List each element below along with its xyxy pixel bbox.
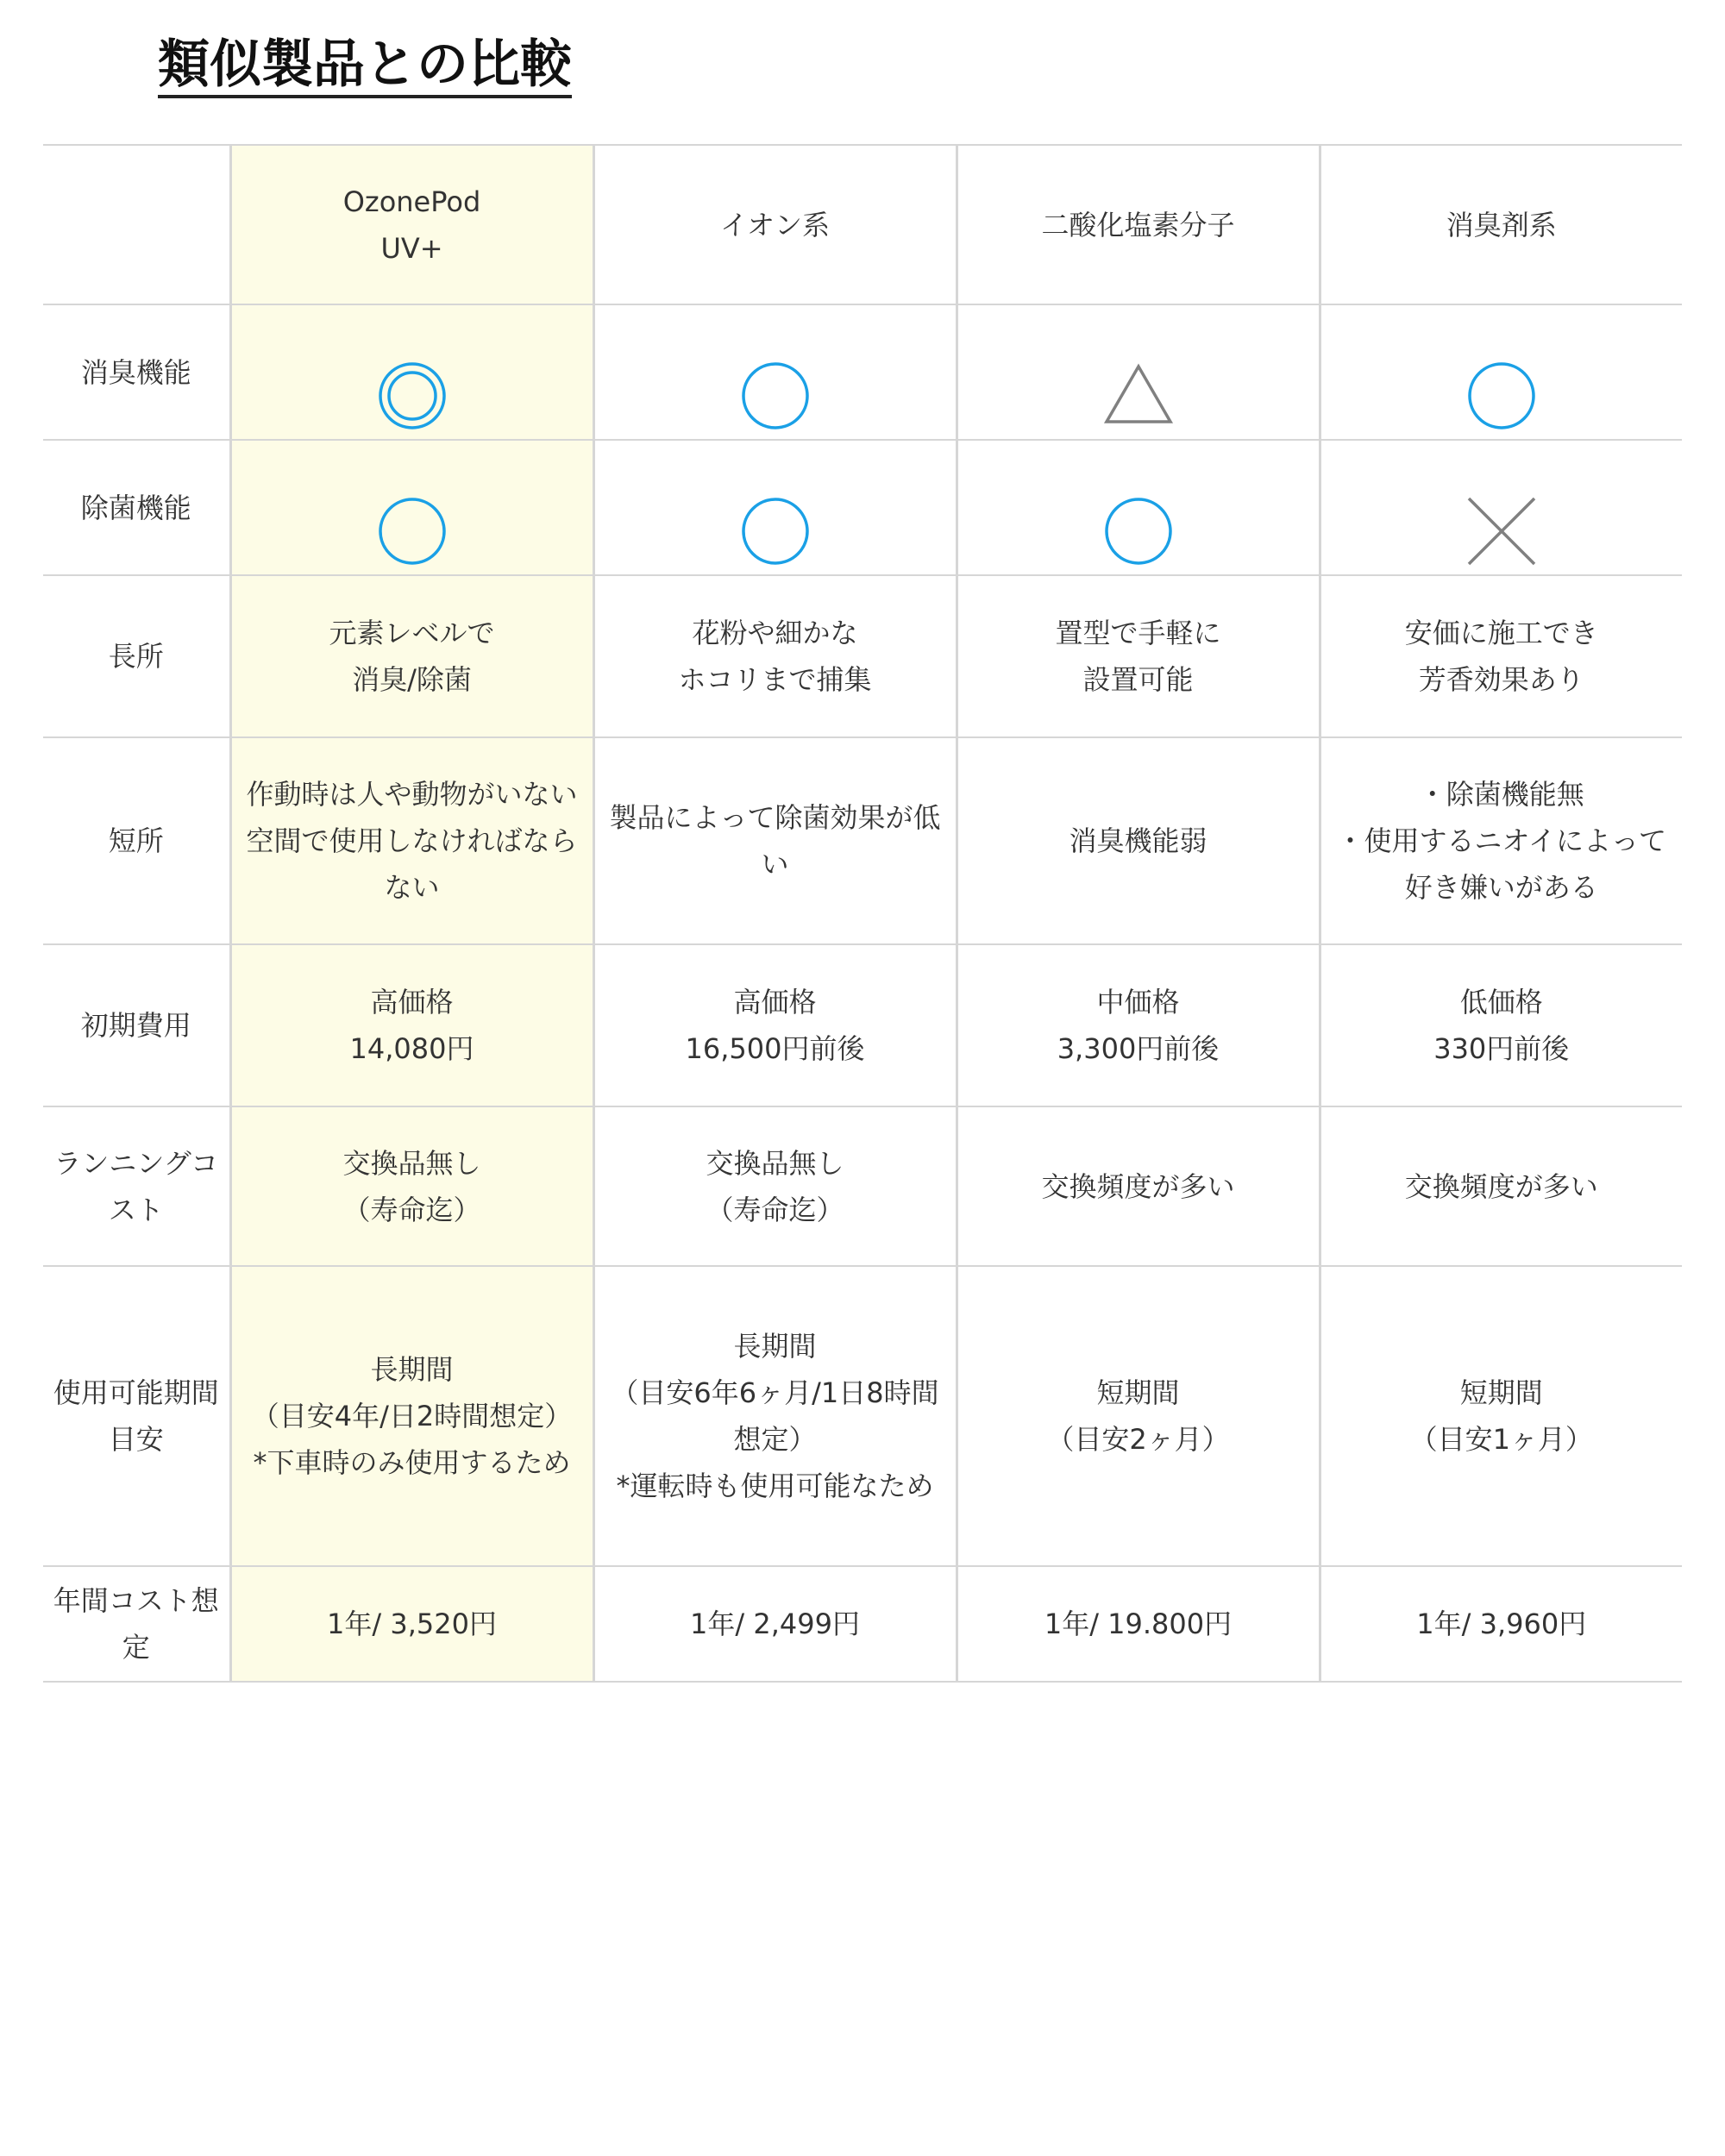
- cell-annual-cost-chlorine-dioxide: 1年/ 19.800円: [957, 1566, 1320, 1682]
- triangle-icon: [1102, 360, 1175, 432]
- circle-icon: [739, 360, 812, 432]
- row-label-usable-period: 使用可能期間目安: [43, 1266, 230, 1566]
- cell-initial-cost-deodorant: 低価格 330円前後: [1320, 944, 1682, 1106]
- table-row-initial-cost: [43, 944, 1682, 1106]
- cell-annual-cost-ion: 1年/ 2,499円: [593, 1566, 957, 1682]
- cell-initial-cost-ozonepod: 高価格 14,080円: [230, 944, 593, 1106]
- cell-merits-deodorant: 安価に施工でき 芳香効果あり: [1320, 575, 1682, 737]
- circle-icon: [1102, 495, 1175, 567]
- circle-icon: [376, 495, 448, 567]
- cell-deodorizing-chlorine-dioxide: [957, 304, 1320, 440]
- row-label-demerits: 短所: [43, 737, 230, 944]
- row-label-running-cost: ランニングコスト: [43, 1106, 230, 1266]
- table-row-demerits: [43, 737, 1682, 944]
- cell-sterilizing-ion: [593, 440, 957, 575]
- row-label-initial-cost: 初期費用: [43, 944, 230, 1106]
- table-row-merits: [43, 575, 1682, 737]
- circle-icon: [1465, 360, 1538, 432]
- cell-usable-period-chlorine-dioxide: 短期間 （目安2ヶ月）: [957, 1266, 1320, 1566]
- cell-running-cost-ozonepod: 交換品無し （寿命迄）: [230, 1106, 593, 1266]
- cell-running-cost-chlorine-dioxide: 交換頻度が多い: [957, 1106, 1320, 1266]
- cell-annual-cost-deodorant: 1年/ 3,960円: [1320, 1566, 1682, 1682]
- cell-deodorizing-ozonepod: [230, 304, 593, 440]
- table-row-running-cost: [43, 1106, 1682, 1266]
- cell-initial-cost-ion: 高価格 16,500円前後: [593, 944, 957, 1106]
- corner-cell: [43, 145, 230, 304]
- cell-demerits-chlorine-dioxide: 消臭機能弱: [957, 737, 1320, 944]
- cell-running-cost-deodorant: 交換頻度が多い: [1320, 1106, 1682, 1266]
- table-row-annual-cost: [43, 1566, 1682, 1682]
- page-title: 類似製品との比較: [158, 34, 572, 98]
- cell-initial-cost-chlorine-dioxide: 中価格 3,300円前後: [957, 944, 1320, 1106]
- table-header-row: [43, 145, 1682, 304]
- table-row-sterilizing: [43, 440, 1682, 575]
- table-row-deodorizing: [43, 304, 1682, 440]
- cell-merits-ozonepod: 元素レベルで 消臭/除菌: [230, 575, 593, 737]
- cell-annual-cost-ozonepod: 1年/ 3,520円: [230, 1566, 593, 1682]
- column-header-deodorant: 消臭剤系: [1320, 145, 1682, 304]
- circle-icon: [739, 495, 812, 567]
- comparison-table: [43, 144, 1682, 1683]
- row-label-annual-cost: 年間コスト想定: [43, 1566, 230, 1682]
- column-header-ion: イオン系: [593, 145, 957, 304]
- cell-deodorizing-deodorant: [1320, 304, 1682, 440]
- row-label-deodorizing: 消臭機能: [43, 304, 230, 440]
- row-label-merits: 長所: [43, 575, 230, 737]
- cross-icon: [1465, 495, 1538, 567]
- row-label-sterilizing: 除菌機能: [43, 440, 230, 575]
- cell-deodorizing-ion: [593, 304, 957, 440]
- cell-merits-chlorine-dioxide: 置型で手軽に 設置可能: [957, 575, 1320, 737]
- cell-sterilizing-chlorine-dioxide: [957, 440, 1320, 575]
- table-row-usable-period: [43, 1266, 1682, 1566]
- cell-usable-period-deodorant: 短期間 （目安1ヶ月）: [1320, 1266, 1682, 1566]
- cell-sterilizing-deodorant: [1320, 440, 1682, 575]
- cell-demerits-ion: 製品によって除菌効果が低い: [593, 737, 957, 944]
- double-circle-icon: [376, 360, 448, 432]
- cell-merits-ion: 花粉や細かな ホコリまで捕集: [593, 575, 957, 737]
- cell-demerits-ozonepod: 作動時は人や動物がいない空間で使用しなければならない: [230, 737, 593, 944]
- cell-usable-period-ozonepod: 長期間 （目安4年/日2時間想定） *下車時のみ使用するため: [230, 1266, 593, 1566]
- cell-usable-period-ion: 長期間 （目安6年6ヶ月/1日8時間想定） *運転時も使用可能なため: [593, 1266, 957, 1566]
- column-header-chlorine-dioxide: 二酸化塩素分子: [957, 145, 1320, 304]
- column-header-ozonepod: OzonePod UV+: [230, 145, 593, 304]
- cell-running-cost-ion: 交換品無し （寿命迄）: [593, 1106, 957, 1266]
- cell-sterilizing-ozonepod: [230, 440, 593, 575]
- cell-demerits-deodorant: ・除菌機能無 ・使用するニオイによって好き嫌いがある: [1320, 737, 1682, 944]
